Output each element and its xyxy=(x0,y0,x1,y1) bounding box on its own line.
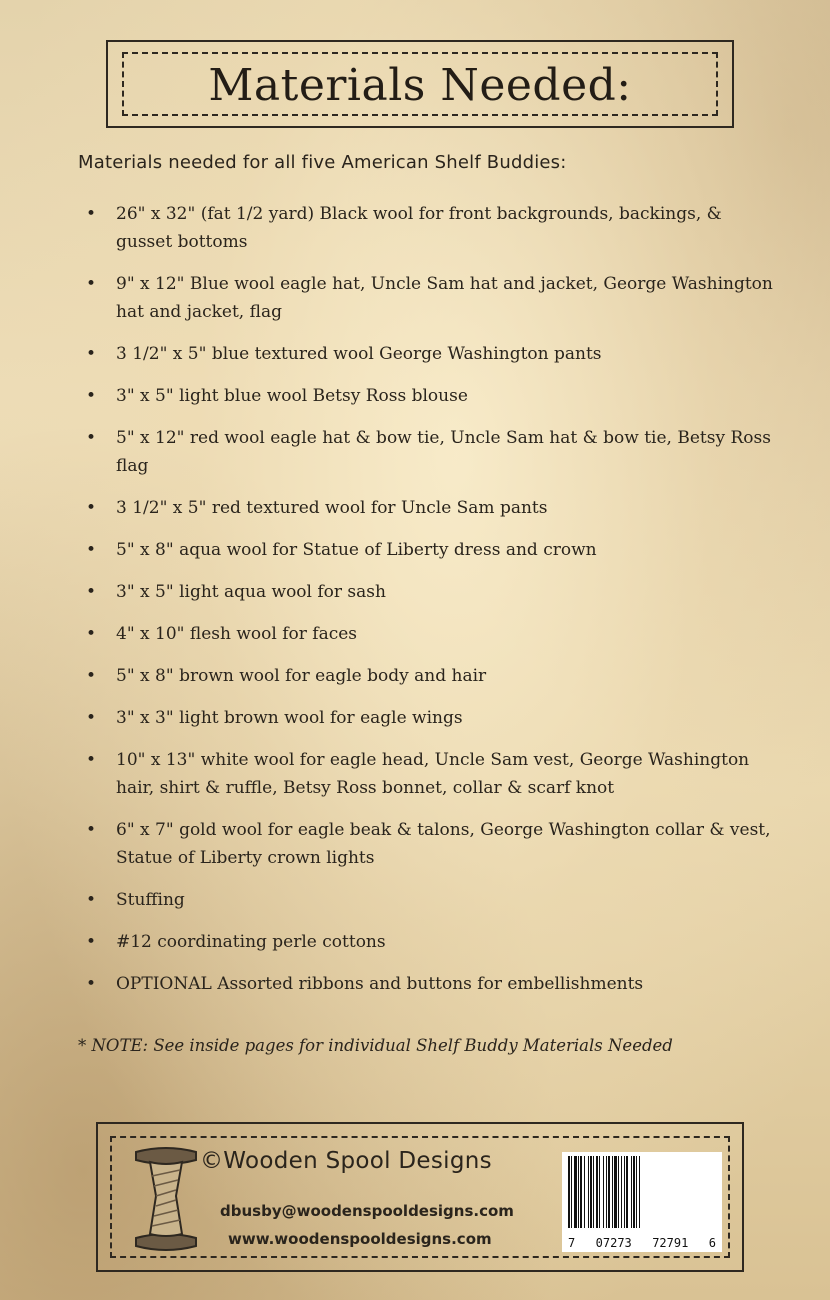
intro-text: Materials needed for all five American Shelf Buddies: xyxy=(78,152,567,173)
barcode-bar xyxy=(621,1156,622,1228)
bullet-icon: • xyxy=(86,974,97,994)
materials-item-text: 3 1/2" x 5" red textured wool for Uncle Sam pants xyxy=(116,498,548,518)
materials-item-text: 3" x 3" light brown wool for eagle wings xyxy=(116,708,463,728)
materials-item-text: 5" x 8" aqua wool for Statue of Liberty dress and crown xyxy=(116,540,597,560)
materials-list-item xyxy=(80,816,780,872)
materials-item-text: 6" x 7" gold wool for eagle beak & talons, George Washington collar & vest, Statue of Liberty crown lights xyxy=(116,820,771,868)
barcode-bar xyxy=(580,1156,582,1228)
bullet-icon: • xyxy=(86,540,97,560)
bullet-icon: • xyxy=(86,204,97,224)
materials-list-item xyxy=(80,200,780,256)
website-link[interactable]: www.woodenspooldesigns.com xyxy=(228,1230,492,1248)
materials-item-text: 3" x 5" light aqua wool for sash xyxy=(116,582,386,602)
materials-list-item xyxy=(80,746,780,802)
barcode-digit-group: 72791 xyxy=(652,1236,689,1250)
barcode-bar xyxy=(631,1156,632,1228)
barcode-bar xyxy=(584,1156,585,1228)
barcode xyxy=(562,1152,722,1252)
materials-list-item xyxy=(80,578,780,606)
bullet-icon: • xyxy=(86,750,97,770)
barcode-bar xyxy=(639,1156,640,1228)
barcode-bar xyxy=(568,1156,570,1228)
note-text: * NOTE: See inside pages for individual Shelf Buddy Materials Needed xyxy=(78,1036,673,1055)
barcode-bar xyxy=(603,1156,604,1228)
materials-item-text: Stuffing xyxy=(116,890,185,910)
email-link[interactable]: dbusby@woodenspooldesigns.com xyxy=(220,1202,514,1220)
materials-list-item xyxy=(80,662,780,690)
bullet-icon: • xyxy=(86,932,97,952)
materials-item-text: 26" x 32" (fat 1/2 yard) Black wool for front backgrounds, backings, & gusset bottoms xyxy=(116,204,722,252)
materials-list-item xyxy=(80,886,780,914)
barcode-bar xyxy=(574,1156,577,1228)
spool-logo-icon xyxy=(130,1146,202,1252)
barcode-bar xyxy=(596,1156,598,1228)
bullet-icon: • xyxy=(86,820,97,840)
materials-list-item xyxy=(80,382,780,410)
bullet-icon: • xyxy=(86,582,97,602)
barcode-bar xyxy=(606,1156,607,1228)
materials-item-text: #12 coordinating perle cottons xyxy=(116,932,386,952)
materials-list-item xyxy=(80,970,780,998)
materials-list-item xyxy=(80,928,780,956)
barcode-bar xyxy=(633,1156,635,1228)
bullet-icon: • xyxy=(86,890,97,910)
barcode-digit-group: 7 xyxy=(568,1236,576,1250)
title-frame xyxy=(106,40,734,128)
barcode-bars xyxy=(566,1156,718,1228)
materials-list-item xyxy=(80,704,780,732)
barcode-bar xyxy=(624,1156,625,1228)
bullet-icon: • xyxy=(86,344,97,364)
materials-list-item xyxy=(80,340,780,368)
materials-item-text: 9" x 12" Blue wool eagle hat, Uncle Sam hat and jacket, George Washington hat and jacket, flag xyxy=(116,274,773,322)
barcode-digit-group: 6 xyxy=(708,1236,716,1250)
materials-item-text: 5" x 12" red wool eagle hat & bow tie, Uncle Sam hat & bow tie, Betsy Ross flag xyxy=(116,428,771,476)
barcode-bar xyxy=(626,1156,628,1228)
barcode-digits xyxy=(562,1236,722,1250)
barcode-bar xyxy=(618,1156,619,1228)
materials-item-text: OPTIONAL Assorted ribbons and buttons for embellishments xyxy=(116,974,644,994)
materials-list-item xyxy=(80,494,780,522)
barcode-bar xyxy=(612,1156,613,1228)
barcode-bar xyxy=(593,1156,594,1228)
bullet-icon: • xyxy=(86,708,97,728)
page-title: Materials Needed: xyxy=(208,60,632,111)
materials-list-item xyxy=(80,424,780,480)
bullet-icon: • xyxy=(86,274,97,294)
materials-list-item xyxy=(80,270,780,326)
materials-item-text: 3" x 5" light blue wool Betsy Ross blouse xyxy=(116,386,468,406)
barcode-bar xyxy=(608,1156,610,1228)
bullet-icon: • xyxy=(86,428,97,448)
materials-list-item xyxy=(80,620,780,648)
barcode-bar xyxy=(590,1156,592,1228)
materials-item-text: 3 1/2" x 5" blue textured wool George Washington pants xyxy=(116,344,602,364)
barcode-bar xyxy=(614,1156,617,1228)
bullet-icon: • xyxy=(86,666,97,686)
barcode-bar xyxy=(578,1156,579,1228)
materials-list xyxy=(80,200,780,1012)
bullet-icon: • xyxy=(86,498,97,518)
materials-item-text: 10" x 13" white wool for eagle head, Uncle Sam vest, George Washington hair, shirt & ruffle, Betsy Ross bonnet, collar & scarf knot xyxy=(116,750,750,798)
brand-name: ©Wooden Spool Designs xyxy=(200,1148,492,1174)
bullet-icon: • xyxy=(86,386,97,406)
bullet-icon: • xyxy=(86,624,97,644)
materials-item-text: 5" x 8" brown wool for eagle body and hair xyxy=(116,666,487,686)
materials-item-text: 4" x 10" flesh wool for faces xyxy=(116,624,358,644)
barcode-bar xyxy=(636,1156,637,1228)
barcode-bar xyxy=(588,1156,589,1228)
materials-list-item xyxy=(80,536,780,564)
barcode-bar xyxy=(599,1156,600,1228)
barcode-bar xyxy=(571,1156,572,1228)
barcode-digit-group: 07273 xyxy=(595,1236,632,1250)
